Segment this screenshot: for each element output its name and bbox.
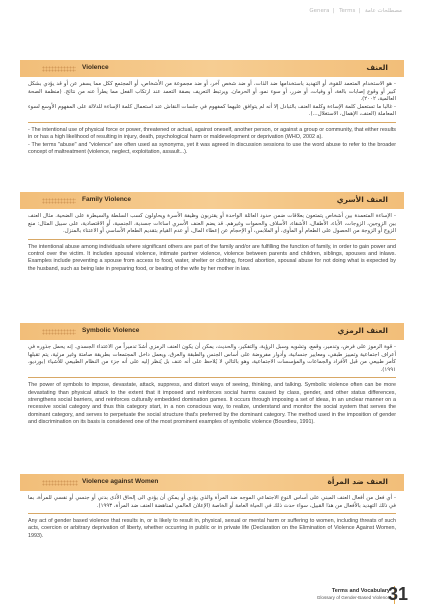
footer-subtitle: Glossary of Gender-Based Violence bbox=[316, 595, 390, 600]
dot-pattern-decoration bbox=[42, 329, 76, 335]
section-body-ar: - هو الاستخدام المتعمد للقوة، أو التهديد باستخدامها ضد الذات، أو ضد شخص آخر، أو ضد مجموعة من الأشخاص، أو المجتمع ككل مما يسفر عن أو قد يؤدي بشكل كبير أو وقوع إصابات بالغة، أو وفيات، أو ضرر، أو سوء نمو، أو الحرمان. ويرتبط التعريف بصفة التعمد عند ارتكاب الفعل مما يطرأ عنه من نتائج. (منظمة الصحة العالمية، ٢٠٠٢). - غالبا ما تستعمل كلمة الإساءة وكلمة العنف بالتبادل إلا أنه لم يتوافق عليهما كمفهوم في جلسات النقاش عند استعمال كلمة الإساءة للدلالة على المفهوم الأوسع لسوء المعاملة (العنف، الإهمال، الاستغلال...). bbox=[28, 81, 396, 118]
section-title-ar: العنف bbox=[366, 63, 388, 72]
breadcrumb-item: Terms bbox=[339, 8, 356, 14]
dot-pattern-decoration bbox=[42, 480, 78, 486]
section-title-en: Violence bbox=[82, 64, 109, 71]
section-header-bar bbox=[20, 60, 404, 77]
section-title-ar: العنف ضد المرأة bbox=[327, 477, 388, 486]
dot-pattern-decoration bbox=[42, 198, 76, 204]
section-header-bar bbox=[20, 474, 404, 491]
dot-pattern-decoration bbox=[42, 66, 76, 72]
footer-title: Terms and Vocabulary bbox=[331, 588, 390, 594]
section-body-en: Any act of gender based violence that results in, or is likely to result in, physical, sexual or mental harm or suffering to women, including threats of such acts, coercion or arbitrary deprivation of liberty, whether occurring in public or in private life (Declaration on the Elimination of Violence Against Women, 1993). bbox=[28, 518, 396, 539]
section-symbolic-violence bbox=[20, 323, 404, 426]
section-title-ar: العنف الرمزي bbox=[337, 326, 388, 335]
breadcrumb-item: مصطلحات عامة bbox=[364, 8, 402, 14]
section-violence bbox=[20, 60, 404, 156]
section-title-en: Family Violence bbox=[82, 196, 132, 203]
page-number: 31 bbox=[387, 584, 408, 604]
section-title-ar: العنف الأسري bbox=[336, 195, 388, 204]
section-body-ar: - قوة الرموز على فرض، وتدمير، وقمع، وتشويه وسبل الرؤية، والتفكير، والحديث، يمكن أن يكون العنف الرمزي أشدّ تدميراً من الاعتداء الجسدي. إنه يحمل جذوره في أعراف اجتماعية وتمييز طبقي، ومعايير جنسانية، وأدوار مفروضة على أساس الجنس والطبقة والعرق، ويعمل داخل المجتمعات بطريقة صامتة وغير مرئية، يتم تقبلها كأمر طبيعي من قبل الأفراد والجماعات والمؤسسات الاجتماعية، وهو بالتالي لا يُلاحظ على أنه عنف بل يُنظر إليه على أنه جزء من النظام الطبيعي للأشياء (بورديو، ١٩٩١). bbox=[28, 344, 396, 373]
section-header-bar bbox=[20, 323, 404, 340]
breadcrumb-item: Genera bbox=[309, 8, 330, 14]
breadcrumb: Genera | Terms | مصطلحات عامة bbox=[309, 8, 402, 14]
section-body-ar: - أي فعل من أفعال العنف المبني على أساس النوع الاجتماعي الموجه ضد المرأة والذي يؤدي أو يمكن أن يؤدي الى إلحاق الأذى بدني أو جنسي أو نفسي للمرأة، بما في ذلك التهديد بالأفعال من هذا القبيل، سواء حدث ذلك في الحياة العامة أو الخاصة (الإعلان العالمي لمناهضة العنف ضد المرأة، ١٩٩٣). bbox=[28, 495, 396, 509]
section-title-en: Symbolic Violence bbox=[82, 327, 140, 334]
section-body-ar: - الإساءة المتعمدة بين أشخاص يتمتعون بعلاقات ضمن حدود العائلة الواحدة أو يقتربون وظيفة الأسرة ويحاولون كسب السلطة والسيطرة على الضحية. مثال العنف بين الزوجين، الزوجات، الأباء، الأطفال، الأشقاء، الأسلاف والحموات وغيرهم. قد يضم العنف الأسري اساءات جسدية، الجنسية، أو الاقتصادية، على سبيل المثال: منع الزوج أو الزوجة من الحصول على الطعام أو المأوى، أو الملابس، أو الإحجام عن إعطاء المال، أو عدم القيام بتقديم الطعام الأساسي أو الاعتناء بالمنزل. bbox=[28, 213, 396, 235]
section-family-violence bbox=[20, 192, 404, 273]
section-title-en: Violence against Women bbox=[82, 478, 159, 485]
section-header-bar bbox=[20, 192, 404, 209]
section-body-en: The intentional abuse among individuals where significant others are part of the family and/or are fulfilling the function of family, in order to gain power and control over the victim. It includes spousal violence, intimate partner violence, violence between parents and children, siblings, spouses and inlaws. Examples include preventing a spouse from access to food, water, shelter or clothing, forced abortion, spousal abuse for not doing what is expected by the husband, such as being late in preparing food, or beating of the wife by her mother in law. bbox=[28, 243, 396, 272]
section-body-en: The power of symbols to impose, devastate, attack, suppress, and distort ways of seeing, thinking, and talking. Symbolic violence often can be more devastating than physical attack to the extent that it imposed and reinforces social harms caused by class, gender, and other status differences, strengthens social barriers, and reinforces culturally embedded domination games. It occurs through imposing a set of ideas, in an unclear manner on a recessive social category and thus this category start, in a non conscious way, to realize, understand and monitor the social system that serves the dominant category, and serves to perpetuate the social structure that's preferred by the dominant category. The method used in the imposition of gender and discrimination on its basis is considered one of the most prominent examples of symbolic violence (Bourdieu, 1991). bbox=[28, 382, 396, 425]
section-body-en: - The intentional use of physical force or power, threatened or actual, against oneself, another person, or against a group or community, that either results in or has a high likelihood of resulting in injury, death, psychological harm or maldevelopment or deprivation (WHO, 2002 a). - The terms "abuse" and "violence" are often used as synonyms, yet it was agreed in discussion sessions to use the word abuse to refer to the broader concept of maltreatment (violence, neglect, exploitation, assault...). bbox=[28, 126, 396, 155]
section-violence-against-women bbox=[20, 474, 404, 540]
